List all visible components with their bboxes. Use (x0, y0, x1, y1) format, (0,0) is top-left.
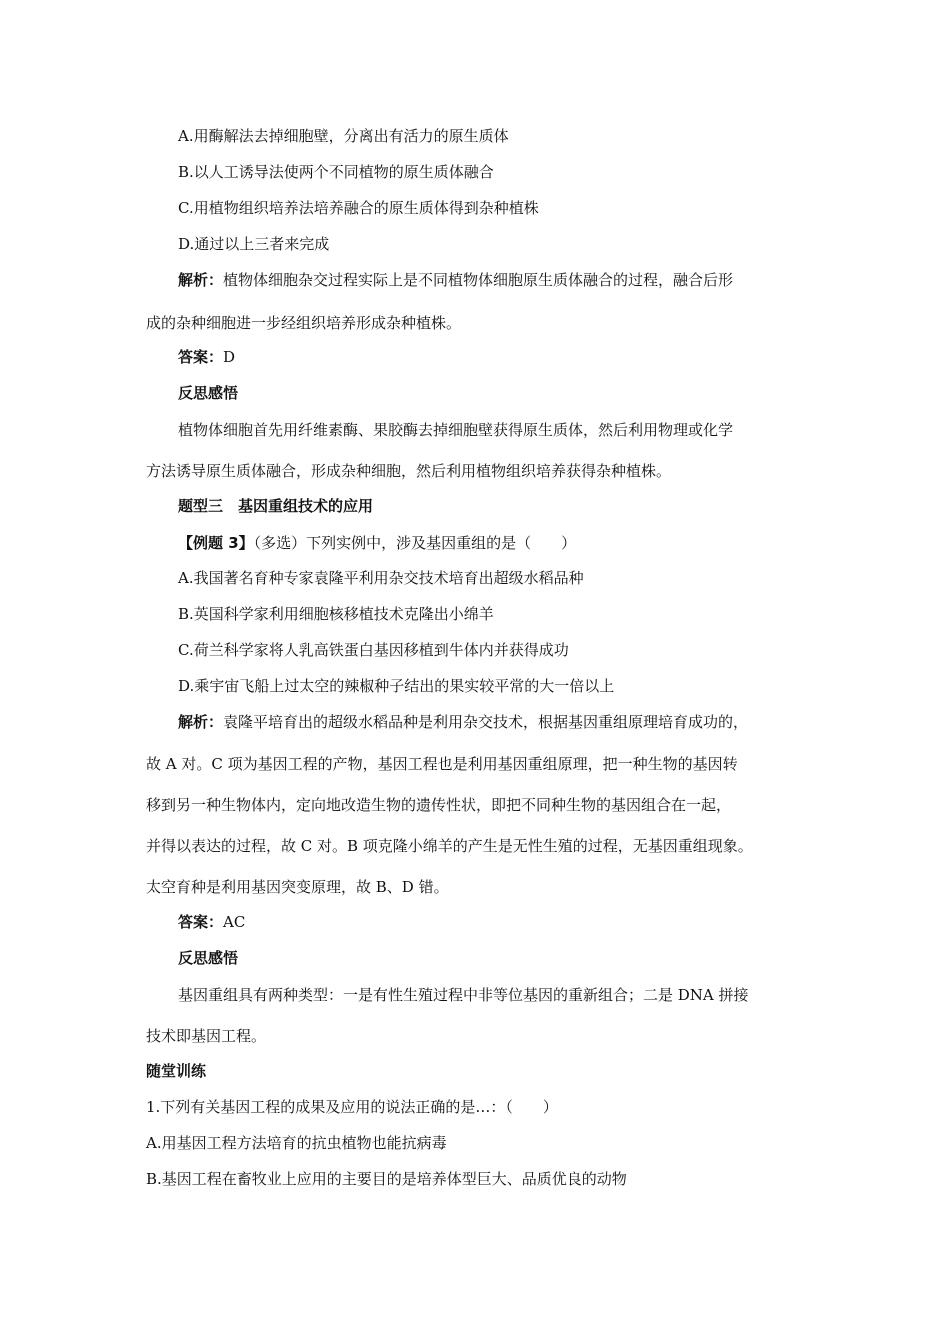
example3-analysis-text-4: 并得以表达的过程，故 C 对。B 项克隆小绵羊的产生是无性生殖的过程，无基因重组现象。 (146, 837, 753, 855)
example3-label: 【例题 3】 (178, 534, 254, 552)
q2-option-d: D.通过以上三者来完成 (178, 235, 330, 253)
q2-analysis-text-2: 成的杂种细胞进一步经组织培养形成杂种植株。 (146, 314, 462, 332)
q2-analysis-label: 解析： (178, 271, 224, 289)
example3-answer (178, 911, 245, 933)
q2-answer-label: 答案： (178, 348, 224, 366)
q2-option-c: C.用植物组织培养法培养融合的原生质体得到杂种植株 (178, 199, 539, 217)
example3-analysis-line1 (178, 711, 748, 733)
example3-question-line (178, 532, 576, 554)
example3-option-d: D.乘宇宙飞船上过太空的辣椒种子结出的果实较平常的大一倍以上 (178, 677, 615, 695)
example3-question: （多选）下列实例中，涉及基因重组的是（ ） (253, 534, 577, 552)
example3-reflection-heading: 反思感悟 (178, 949, 239, 967)
section3-heading: 题型三 基因重组技术的应用 (178, 497, 374, 515)
q2-option-b: B.以人工诱导法使两个不同植物的原生质体融合 (178, 163, 494, 181)
example3-analysis-label: 解析： (178, 713, 224, 731)
example3-analysis-text-5: 太空育种是利用基因突变原理，故 B、D 错。 (146, 878, 449, 896)
q2-answer-value: D (223, 348, 236, 366)
q2-analysis-text-1: 植物体细胞杂交过程实际上是不同植物体细胞原生质体融合的过程，融合后形 (223, 271, 734, 289)
example3-answer-label: 答案： (178, 913, 224, 931)
practice-question-1: 1.下列有关基因工程的成果及应用的说法正确的是…：（ ） (146, 1098, 558, 1116)
q2-reflection-text-1: 植物体细胞首先用纤维素酶、果胶酶去掉细胞壁获得原生质体，然后利用物理或化学 (178, 421, 734, 439)
example3-option-a: A.我国著名育种专家袁隆平利用杂交技术培育出超级水稻品种 (178, 569, 584, 587)
example3-analysis-text-2: 故 A 对。C 项为基因工程的产物，基因工程也是利用基因重组原理，把一种生物的基因转 (146, 755, 738, 773)
example3-analysis-text-1: 袁隆平培育出的超级水稻品种是利用杂交技术，根据基因重组原理培育成功的， (223, 713, 749, 731)
practice-q1-option-b: B.基因工程在畜牧业上应用的主要目的是培养体型巨大、品质优良的动物 (146, 1170, 627, 1188)
q2-analysis-paragraph-line1 (178, 269, 733, 291)
q2-answer (178, 346, 235, 368)
example3-reflection-text-1: 基因重组具有两种类型：一是有性生殖过程中非等位基因的重新组合；二是 DNA 拼接 (178, 986, 749, 1004)
q2-reflection-text-2: 方法诱导原生质体融合，形成杂种细胞，然后利用植物组织培养获得杂种植株。 (146, 462, 672, 480)
practice-heading: 随堂训练 (146, 1062, 207, 1080)
example3-answer-value: AC (223, 913, 246, 931)
example3-reflection-text-2: 技术即基因工程。 (146, 1027, 267, 1045)
example3-option-c: C.荷兰科学家将人乳高铁蛋白基因移植到牛体内并获得成功 (178, 641, 569, 659)
q2-reflection-heading: 反思感悟 (178, 384, 239, 402)
example3-analysis-text-3: 移到另一种生物体内，定向地改造生物的遗传性状，即把不同种生物的基因组合在一起， (146, 796, 732, 814)
q2-option-a: A.用酶解法去掉细胞壁，分离出有活力的原生质体 (178, 127, 509, 145)
practice-q1-option-a: A.用基因工程方法培育的抗虫植物也能抗病毒 (146, 1134, 447, 1152)
example3-option-b: B.英国科学家利用细胞核移植技术克隆出小绵羊 (178, 605, 494, 623)
